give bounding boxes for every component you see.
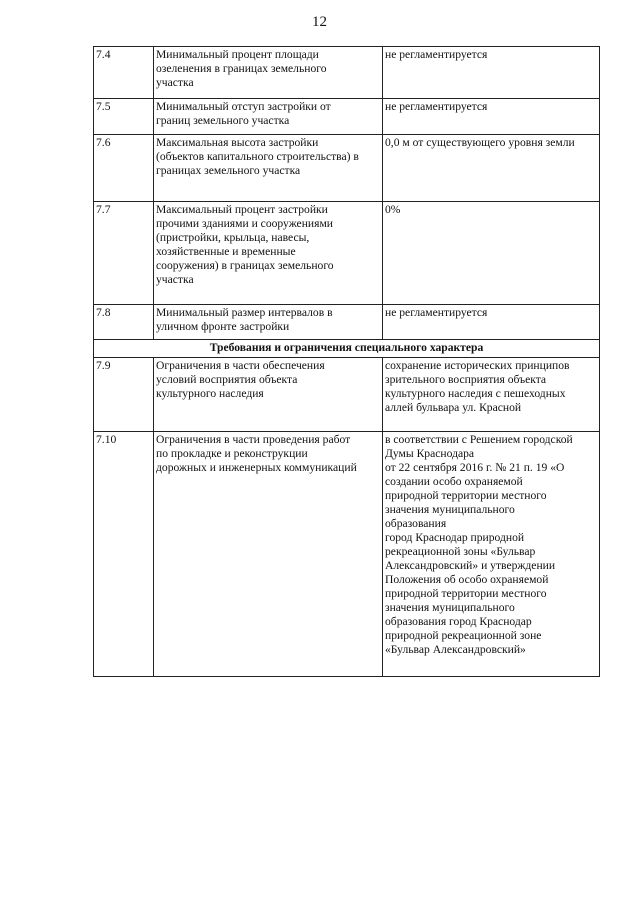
table-row xyxy=(94,99,600,135)
row-parameter: Минимальный отступ застройки от границ земельного участка xyxy=(154,99,383,135)
row-parameter: Минимальный размер интервалов в уличном фронте застройки xyxy=(154,305,383,340)
table-row xyxy=(94,305,600,340)
row-value: 0% xyxy=(383,202,600,305)
table-row xyxy=(94,47,600,99)
row-value: не регламентируется xyxy=(383,47,600,99)
row-number: 7.10 xyxy=(94,432,154,677)
row-number: 7.9 xyxy=(94,358,154,432)
requirements-table xyxy=(93,46,600,677)
table-row xyxy=(94,202,600,305)
row-number: 7.6 xyxy=(94,135,154,202)
row-value: не регламентируется xyxy=(383,305,600,340)
page-number: 12 xyxy=(312,14,327,30)
section-header-row xyxy=(94,340,600,358)
row-value: не регламентируется xyxy=(383,99,600,135)
row-number: 7.4 xyxy=(94,47,154,99)
table-row xyxy=(94,135,600,202)
row-number: 7.8 xyxy=(94,305,154,340)
section-title: Требования и ограничения специального характера xyxy=(94,340,600,358)
row-parameter: Минимальный процент площади озеленения в границах земельного участка xyxy=(154,47,383,99)
row-parameter: Максимальный процент застройки прочими зданиями и сооружениями (пристройки, крыльца, навесы, хозяйственные и временные сооружения) в границах земельного участка xyxy=(154,202,383,305)
row-number: 7.7 xyxy=(94,202,154,305)
row-value: сохранение исторических принципов зрительного восприятия объекта культурного наследия с пешеходных аллей бульвара ул. Красной xyxy=(383,358,600,432)
table-row xyxy=(94,432,600,677)
row-value: в соответствии с Решением городской Думы Краснодара от 22 сентября 2016 г. № 21 п. 19 «О создании особо охраняемой природной территории местного значения муниципального образования город Краснодар природной рекреационной зоны «Бульвар Александровский» и утверждении Положения об особо охраняемой природной территории местного значения муниципального образования город Краснодар природной рекреационной зоне «Бульвар Александровский» xyxy=(383,432,600,677)
row-parameter: Ограничения в части проведения работ по прокладке и реконструкции дорожных и инженерных коммуникаций xyxy=(154,432,383,677)
row-parameter: Ограничения в части обеспечения условий восприятия объекта культурного наследия xyxy=(154,358,383,432)
row-parameter: Максимальная высота застройки (объектов капитального строительства) в границах земельного участка xyxy=(154,135,383,202)
table-row xyxy=(94,358,600,432)
row-value: 0,0 м от существующего уровня земли xyxy=(383,135,600,202)
row-number: 7.5 xyxy=(94,99,154,135)
